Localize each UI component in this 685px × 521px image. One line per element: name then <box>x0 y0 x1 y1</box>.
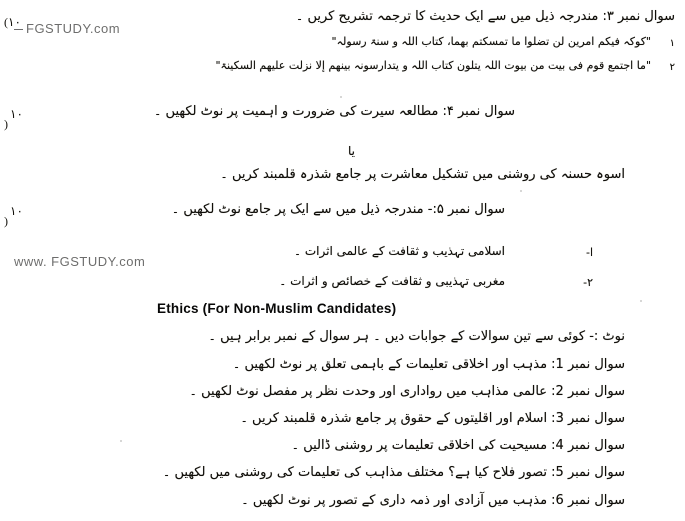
marks-value: (١٠ <box>4 15 21 29</box>
scan-speck <box>520 190 522 192</box>
ethics-question-6: سوال نمبر 6: مذہب میں آزادی اور ذمہ داری کے تصور پر نوٹ لکھیں ۔ <box>241 493 625 508</box>
hadith-text-2: "ما اجتمع قوم فی بیت من بیوت اللہ یتلون کتاب اللہ و یتدارسونہ بینھم إلا نزلت علیھم السکینۃ" <box>215 59 651 72</box>
watermark-top-text: FGSTUDY.com <box>26 21 121 36</box>
watermark-top <box>14 21 120 36</box>
marks-paren: ) <box>4 117 8 131</box>
ethics-question-4: سوال نمبر 4: مسیحیت کی اخلاقی تعلیمات پر روشنی ڈالیں ۔ <box>291 438 625 453</box>
scan-speck <box>340 96 342 98</box>
hadith-number-2: ۲ <box>669 62 675 73</box>
ethics-section-heading: Ethics (For Non-Muslim Candidates) <box>157 301 397 316</box>
marks-value: ١٠ <box>10 107 23 121</box>
question-4-alternative: اسوہ حسنہ کی روشنی میں تشکیل معاشرت پر جامع شذرہ قلمبند کریں ۔ <box>220 167 625 182</box>
ethics-question-3: سوال نمبر 3: اسلام اور اقلیتوں کے حقوق پر جامع شذرہ قلمبند کریں ۔ <box>240 411 625 426</box>
question-5-option-a-number: ا- <box>585 246 593 259</box>
watermark-middle: www. FGSTUDY.com <box>14 254 146 269</box>
question-5-option-b: مغربی تہذیبی و ثقافت کے خصائص و اثرات ۔ <box>279 274 505 288</box>
question-5-heading: سوال نمبر ۵:- مندرجہ ذیل میں سے ایک پر جامع نوٹ لکھیں ۔ <box>171 202 505 217</box>
question-4-heading: سوال نمبر ۴: مطالعہ سیرت کی ضرورت و اہمیت پر نوٹ لکھیں ۔ <box>153 104 515 119</box>
ethics-question-1: سوال نمبر 1: مذہب اور اخلاقی تعلیمات کے باہمی تعلق پر نوٹ لکھیں ۔ <box>232 357 625 372</box>
question-5-option-b-number: ۲- <box>583 276 593 289</box>
scan-speck <box>640 300 642 302</box>
scan-speck <box>120 440 122 442</box>
hadith-number-1: ۱ <box>669 38 675 49</box>
hadith-text-1: "کوکہ فیکم امرین لن تضلوا ما تمسکتم بھما، کتاب اللہ و سنۃ رسولہ" <box>331 35 651 48</box>
question-4-or: یا <box>348 144 355 158</box>
ethics-note: نوٹ :- کوئی سے تین سوالات کے جوابات دیں ۔ ہر سوال کے نمبر برابر ہیں ۔ <box>208 329 625 344</box>
question-3-heading: سوال نمبر ۳: مندرجہ ذیل میں سے ایک حدیث کا ترجمہ تشریح کریں ۔ <box>295 9 675 24</box>
dash-icon <box>14 29 23 31</box>
question-5-option-a: اسلامی تہذیب و ثقافت کے عالمی اثرات ۔ <box>294 244 505 258</box>
ethics-question-2: سوال نمبر 2: عالمی مذاہب میں رواداری اور وحدت نظر پر مفصل نوٹ لکھیں ۔ <box>189 384 625 399</box>
ethics-question-5: سوال نمبر 5: تصور فلاح کیا ہے؟ مختلف مذاہب کی تعلیمات کی روشنی میں لکھیں ۔ <box>162 465 625 480</box>
marks-paren: ) <box>4 214 8 228</box>
marks-value: ١٠ <box>10 204 23 218</box>
